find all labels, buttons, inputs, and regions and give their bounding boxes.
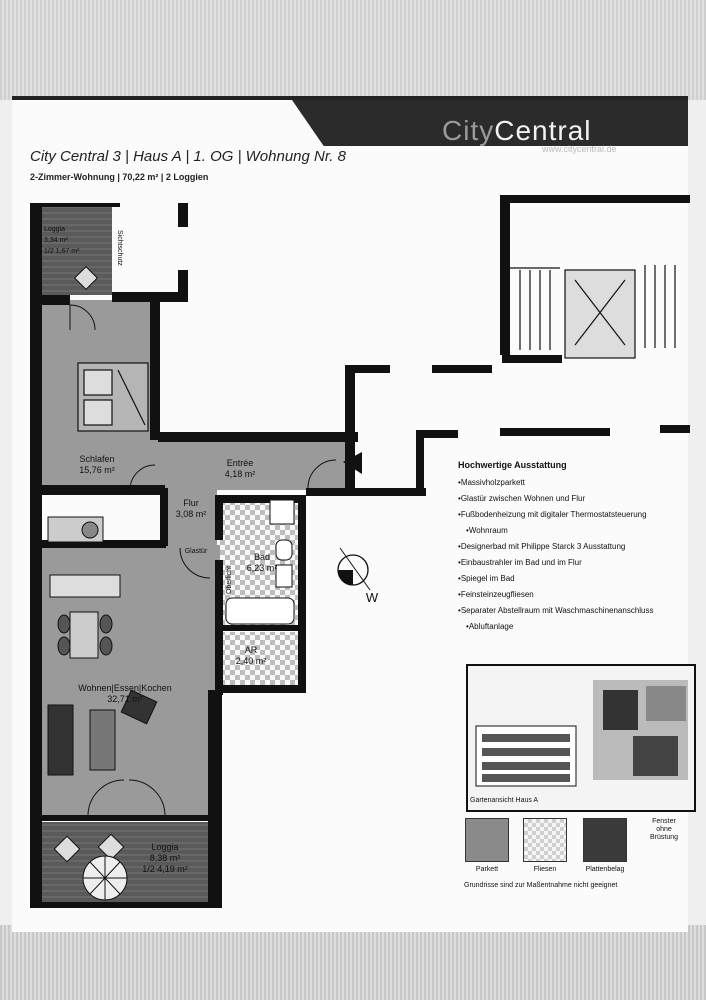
equipment-item: • Fußbodenheizung mit digitaler Thermostatsteuerung [458,507,706,523]
equipment-item: • Feinsteinzeugfliesen [458,587,706,603]
room-label-loggia-top: Loggia 3,34 m² 1/2 1,67 m² [44,226,80,255]
compass [338,548,370,590]
page-subtitle: 2-Zimmer-Wohnung | 70,22 m² | 2 Loggien [30,172,209,182]
equipment-item: • Einbaustrahler im Bad und im Flur [458,555,706,571]
oberlicht-label: Oberlicht [226,565,233,594]
legend-fliesen: Fliesen [520,818,570,873]
compass-letter: W [365,590,379,605]
legend-plattenbelag: Plattenbelag [578,818,632,873]
room-label-bad: Bad 6,23 m² [246,552,278,573]
equipment-item: • Separater Abstellraum mit Waschmaschinenanschluss [458,603,706,619]
staircase [510,265,675,358]
site-plan [466,664,696,812]
page-title: City Central 3 | Haus A | 1. OG | Wohnung Nr. 8 [30,148,346,165]
fliesen-swatch [523,818,567,862]
equipment-item: • Glastür zwischen Wohnen und Flur [458,491,706,507]
glastuer-label: Glastür [184,548,208,555]
equipment-item: • Massivholzparkett [458,475,706,491]
room-label-ar: AR 2,40 m² [235,645,267,666]
sichtschutz-label: Sichtschutz [116,230,123,266]
equipment-item: • Designerbad mit Philippe Starck 3 Ausstattung [458,539,706,555]
equipment-item: • Spiegel im Bad [458,571,706,587]
website-text: www.citycentral.de [542,144,617,154]
parkett-swatch [465,818,509,862]
equipment-item: • Wohnraum [458,523,706,539]
equipment-heading: Hochwertige Ausstattung [458,460,567,470]
plattenbelag-swatch [583,818,627,862]
legend-fenster [640,818,688,860]
room-label-wohnen: Wohnen|Essen|Kochen 32,71 m² [78,683,172,704]
room-label-entree: Entrée 4,18 m² [224,458,256,479]
equipment-list [458,460,706,635]
site-plan-caption: Gartenansicht Haus A [470,797,539,804]
bed [78,363,148,431]
equipment-item: • Abluftanlage [458,619,706,635]
room-label-schlafen: Schlafen 15,76 m² [79,454,115,475]
brand-logo: CityCentral [442,115,592,146]
site-plan-drawing [468,666,694,810]
room-label-loggia-bottom: Loggia 8,38 m² 1/2 4,19 m² [142,842,188,874]
disclaimer-note: Grundrisse sind zur Maßentnahme nicht geeignet [464,882,618,889]
fenster-symbol: Fenster ohne Brüstung [649,818,679,841]
legend-parkett: Parkett [462,818,512,873]
room-label-flur: Flur 3,08 m² [175,498,207,519]
